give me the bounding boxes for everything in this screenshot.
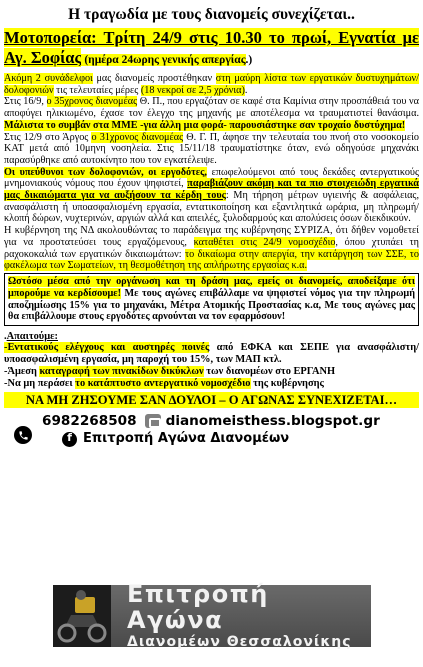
facebook-icon: f <box>62 432 77 447</box>
text-run: Η κυβέρνηση της ΝΔ ακολουθώντας το παράδειγμα της κυβέρνησης ΣΥΡΙΖΑ, ότι δήθεν νομοθετεί για να προστατεύσει τους εργαζόμενους, <box>4 225 419 248</box>
paragraph-2 <box>4 96 419 131</box>
text-run: μας διανομείς προστέθηκαν <box>92 73 216 84</box>
text-run: Θ. Π., που εργαζόταν σε καφέ στα Καμίνια στην προσπάθειά του να αποφύγει ηλικιωμένο, έχασε τον έλεγχο της μηχανής με αποτέλεσμα να τραυματιστεί θανάσιμα. <box>4 96 420 120</box>
march-announcement <box>4 28 419 70</box>
phone-number: 6982268508 <box>42 413 137 430</box>
victory-box <box>4 273 419 326</box>
text-run: παραβιάζουν ακόμη και τα πιο στοιχειώδη εργατικά μας δικαιώματα για να αυξήσουν τα κέρδη τους <box>4 178 419 202</box>
courier-motorbike-image <box>53 585 111 647</box>
text-run: Στις 12/9 στο Άργος <box>4 131 92 143</box>
strike-note-end: .) <box>245 54 253 66</box>
text-run: Ακόμη 2 συνάδελφοι <box>4 73 93 84</box>
slogan: ΝΑ ΜΗ ΖΗΣΟΥΜΕ ΣΑΝ ΔΟΥΛΟΙ – Ο ΑΓΩΝΑΣ ΣΥΝΕΧΙΖΕΤΑΙ… <box>4 392 419 408</box>
banner-text <box>111 580 371 650</box>
flyer-title: Η τραγωδία με τους διανομείς συνεχίζεται.. <box>68 6 355 23</box>
text-run: καταγραφή των πινακίδων δικύκλων <box>39 365 204 377</box>
banner-line-2: Διανομέων Θεσσαλονίκης <box>127 634 352 650</box>
text-run: -Εντατικούς ελέγχους και αυστηρές ποινές <box>4 342 210 354</box>
banner-line-1: Επιτροπή Αγώνα <box>127 580 269 634</box>
text-run: , όπου χτυπάει τη ραχοκοκαλιά των εργατικών δικαιωμάτων: <box>4 236 419 260</box>
text-run: : Μη τήρηση μέτρων υγιεινής & ασφάλειας, ανασφάλιστη ή υποασφαλισμένη εργασία, εντατικοποίηση και εξαντλητικά ωράρια, μη πληρωμή/κλοπή δώρων, νυχτερινών, αργιών αλλά και απειλές, ξυλοδαρμούς και απολύσεις όσων διεκδικούν. <box>4 190 420 225</box>
phone-icon <box>14 426 32 444</box>
contact-lines <box>42 412 380 448</box>
demands-heading: Απαιτούμε: <box>6 331 58 343</box>
demand-item <box>4 366 419 378</box>
text-run: τις τελευταίες μέρες <box>53 84 141 96</box>
march-details: Μοτοπορεία: Τρίτη 24/9 στις 10.30 το πρωί, Εγνατία με Αγ. Σοφίας <box>4 28 419 67</box>
paragraph-4 <box>4 167 419 226</box>
logo-banner <box>53 580 371 650</box>
text-run: ο 35χρονος διανομέας <box>46 96 138 108</box>
text-run: Με τους αγώνες επιβάλλαμε να ψηφιστεί νόμος για την πληρωμή αποζημίωσης 15% για το μηχανάκι, Μέτρα Ατομικής Προστασίας κ.α, Με τους αγώνες μας θα επιβάλλουμε στους εργοδότες αρνούνται να τον εφαρμόσουν! <box>8 287 415 323</box>
text-run: -Να μη περάσει <box>4 377 76 389</box>
text-run: το δικαίωμα στην απεργία, την κατάργηση των ΣΣΕ, το φακέλωμα των Σωματείων, τη θεσμοθέτηση της απλήρωτης εργασίας κ.α. <box>4 248 419 272</box>
paragraph-1 <box>4 73 419 96</box>
blogger-icon <box>145 414 161 428</box>
demands-title: .Απαιτούμε: <box>4 331 58 343</box>
facebook-page-name[interactable]: Επιτροπή Αγώνα Διανομέων <box>83 431 290 447</box>
contact-row <box>42 412 380 430</box>
text-run: Θ. Γ. Π, άφησε την τελευταία του πνοή στο νοσοκομείο ΚΑΤ μετά από 10μηνη νοσηλεία. Στις 15/11/18 τραυματίστηκε όταν, ενώ οδηγούσε μηχανάκι παρασύρθηκε από αυτοκίνητο που τον εγκατέλειψε. <box>4 131 419 166</box>
text-run: -Άμεση <box>4 365 40 377</box>
paragraph-5 <box>4 225 419 272</box>
text-run: επωφελούμενοι από τους δεκάδες αντεργατικούς μνημονιακούς νόμους που έχουν ψηφιστεί, <box>4 166 419 190</box>
demand-item <box>4 378 419 390</box>
text-run: καταθέτει στις 24/9 νομοσχέδιο <box>193 236 336 248</box>
paragraph-3 <box>4 132 419 167</box>
text-run: Ωστόσο μέσα από την οργάνωση και τη δράση μας, εμείς οι διανομείς, αποδείξαμε ότι μπορούμε να κερδίσουμε! <box>8 275 415 299</box>
text-run: από ΕΦΚΑ και ΣΕΠΕ για ανασφάλιστη/υποασφαλισμένη εργασία, μη παροχή του 15%, των ΜΑΠ κτλ. <box>4 342 419 365</box>
motorbike-icon <box>53 585 111 647</box>
demand-item <box>4 342 419 366</box>
text-run: στη μαύρη λίστα των εργατικών δυστυχημάτων/δολοφονιών <box>4 73 419 96</box>
contact-block <box>4 412 419 448</box>
blog-link[interactable]: dianomeisthess.blogspot.gr <box>165 413 380 430</box>
strike-note: (ημέρα 24ωρης γενικής απεργίας <box>81 54 246 66</box>
text-run: Στις 16/9, <box>4 96 47 108</box>
text-run: ο 31χρονος διανομέας <box>91 131 184 143</box>
text-run: . <box>244 84 248 96</box>
text-run: Μάλιστα το συμβάν στα ΜΜΕ -για άλλη μια φορά- παρουσιάστηκε σαν τροχαίο δυστύχημα! <box>4 119 406 131</box>
text-run: της κυβέρνησης <box>250 377 324 389</box>
text-run: (18 νεκροί σε 2,5 χρόνια) <box>140 84 245 96</box>
facebook-row <box>62 430 380 448</box>
text-run: των διανομέων στο ΕΡΓΑΝΗ <box>203 365 336 377</box>
text-run: Οι υπεύθυνοι των δολοφονιών, οι εργοδότες, <box>4 166 207 178</box>
text-run: το κατάπτυστο αντεργατικό νομοσχέδιο <box>75 377 251 389</box>
article-body <box>4 73 419 272</box>
